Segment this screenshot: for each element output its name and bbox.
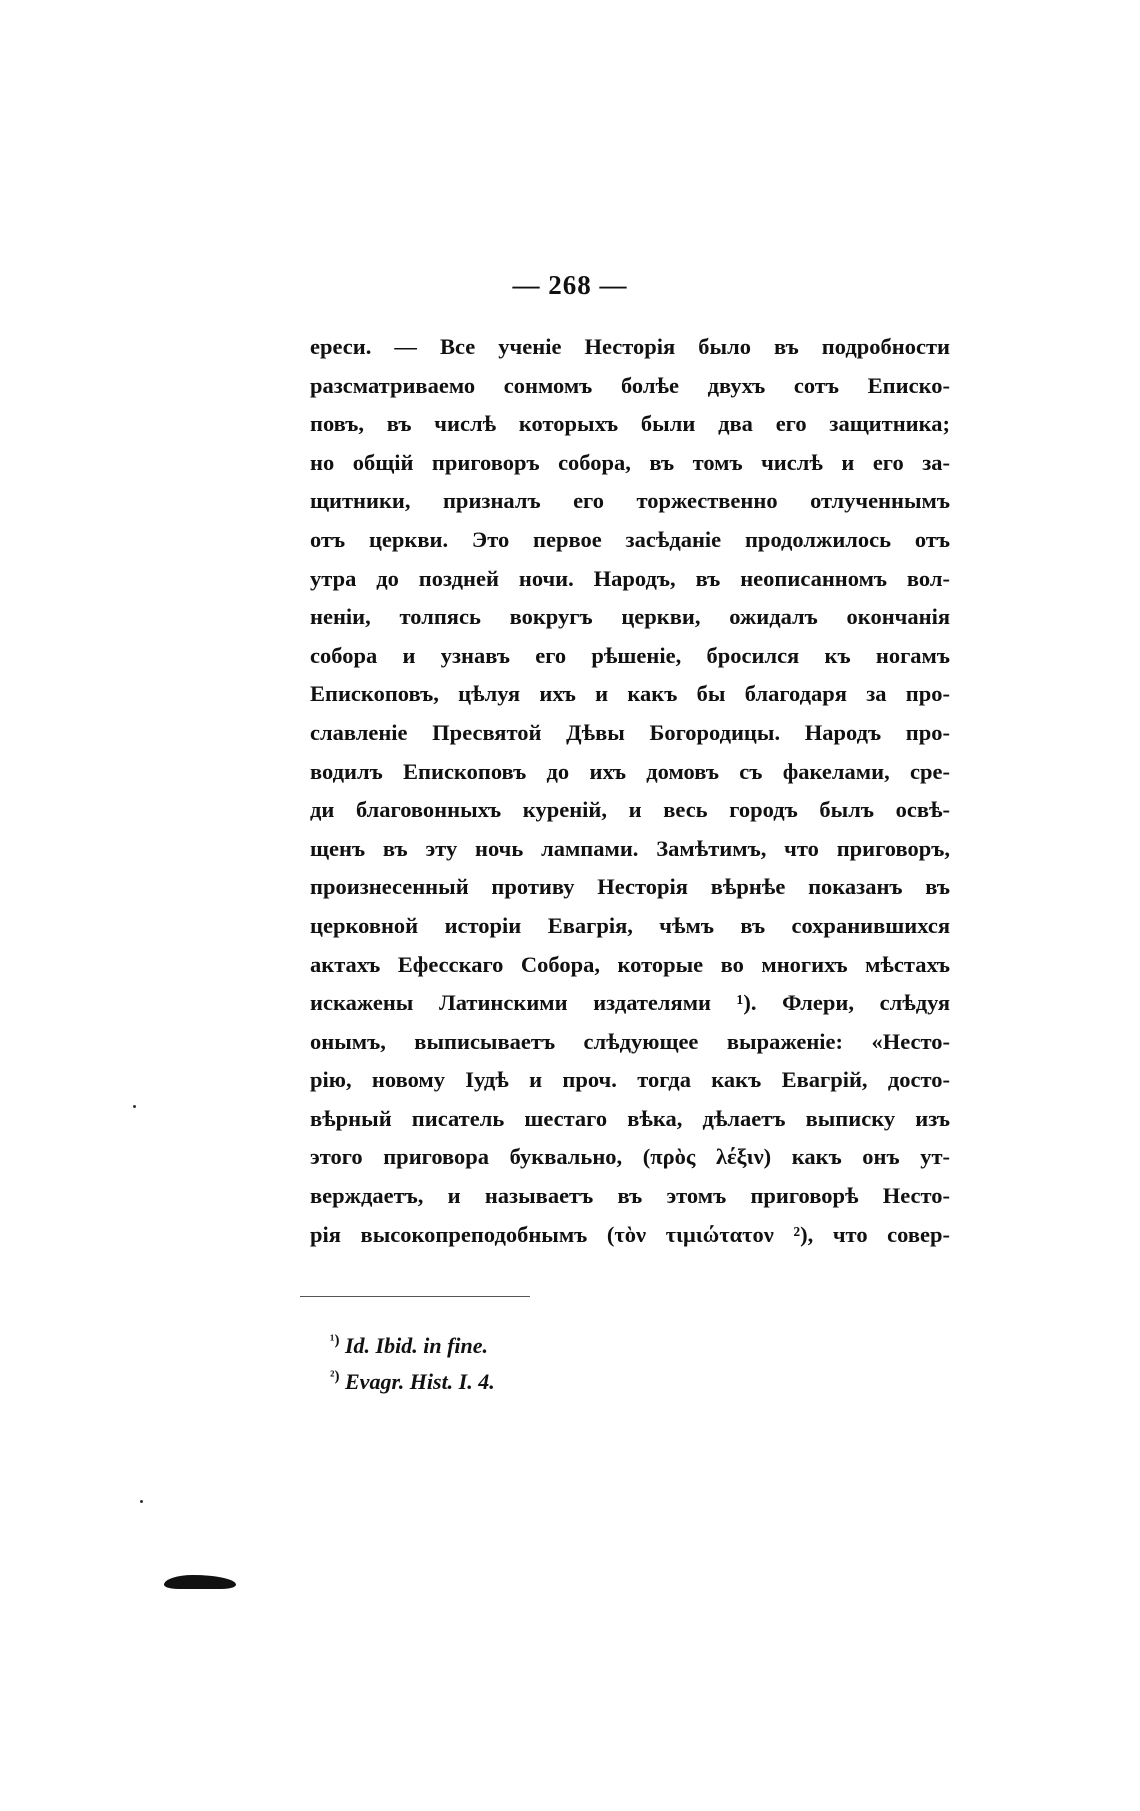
footnote-mark: ²) [330, 1368, 340, 1385]
text-line: актахъ Ефесскаго Собора, которые во многихъ мѣстахъ [310, 951, 950, 977]
text-line: собора и узнавъ его рѣшеніе, бросился къ ногамъ [310, 642, 950, 668]
text-line: онымъ, выписываетъ слѣдующее выраженіе: «Несто- [310, 1028, 950, 1054]
text-line: произнесенный противу Несторія вѣрнѣе показанъ въ [310, 874, 950, 900]
ink-speck [133, 1105, 136, 1108]
text-line: водилъ Епископовъ до ихъ домовъ съ факелами, сре- [310, 758, 950, 784]
footnote [330, 1328, 730, 1364]
text-line: неніи, толпясь вокругъ церкви, ожидалъ окончанія [310, 604, 950, 630]
text-line: разсматриваемо сонмомъ болѣе двухъ сотъ Еписко- [310, 372, 950, 398]
page-number: — 268 — [512, 270, 628, 300]
footnote-text: Evagr. Hist. I. 4. [345, 1369, 495, 1394]
footnotes [330, 1328, 730, 1400]
text-line: но общій приговоръ собора, въ томъ числѣ и его за- [310, 449, 950, 475]
text-line: верждаетъ, и называетъ въ этомъ приговорѣ Несто- [310, 1183, 950, 1209]
text-line: рія высокопреподобнымъ (τὸν τιμιώτατον ²), что совер- [310, 1221, 950, 1247]
text-line: ереси. — Все ученіе Несторія было въ подробности [310, 334, 950, 359]
text-line: утра до поздней ночи. Народъ, въ неописанномъ вол- [310, 565, 950, 591]
text-line: Епископовъ, цѣлуя ихъ и какъ бы благодаря за про- [310, 681, 950, 707]
text-line: щенъ въ эту ночь лампами. Замѣтимъ, что приговоръ, [310, 835, 950, 861]
text-line: повъ, въ числѣ которыхъ были два его защитника; [310, 411, 950, 437]
text-line: рію, новому Іудѣ и проч. тогда какъ Евагрій, досто- [310, 1067, 950, 1093]
footnote [330, 1364, 730, 1400]
text-line: щитники, призналъ его торжественно отлученнымъ [310, 488, 950, 514]
ink-blot [164, 1575, 236, 1589]
text-line: отъ церкви. Это первое засѣданіе продолжилось отъ [310, 526, 950, 552]
text-line: этого приговора буквально, (πρὸς λέξιν) какъ онъ ут- [310, 1144, 950, 1170]
text-line: ди благовонныхъ куреній, и весь городъ былъ освѣ- [310, 797, 950, 823]
footnote-divider [300, 1296, 530, 1297]
text-line: славленіе Пресвятой Дѣвы Богородицы. Народъ про- [310, 719, 950, 745]
ink-speck [140, 1500, 143, 1503]
footnote-text: Id. Ibid. in fine. [345, 1333, 489, 1358]
footnote-mark: ¹) [330, 1332, 340, 1349]
text-line: искажены Латинскими издателями ¹). Флери, слѣдуя [310, 990, 950, 1016]
text-line: вѣрный писатель шестаго вѣка, дѣлаетъ выписку изъ [310, 1105, 950, 1131]
text-line: церковной исторіи Евагрія, чѣмъ въ сохранившихся [310, 912, 950, 938]
body-text [310, 328, 950, 1254]
